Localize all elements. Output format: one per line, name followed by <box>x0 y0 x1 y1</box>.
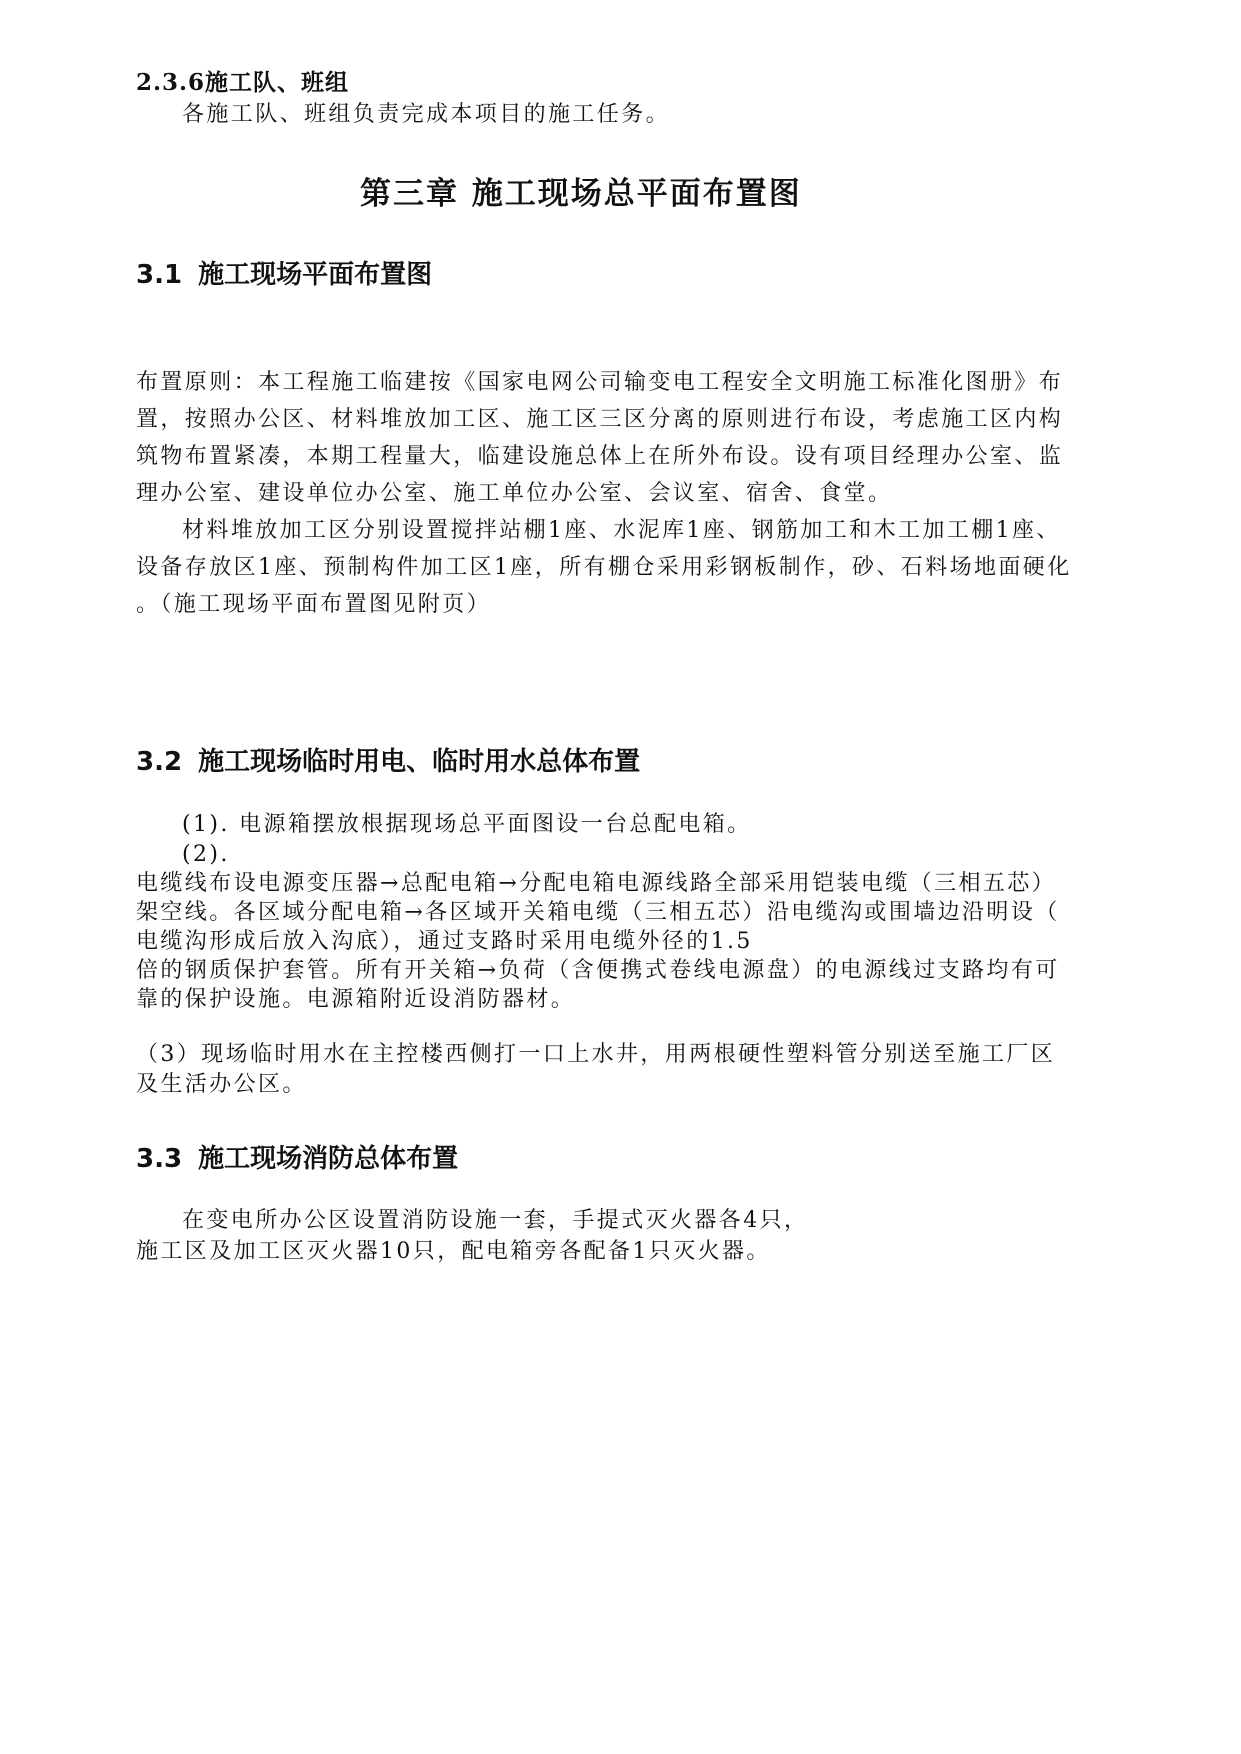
text-line: 置，按照办公区、材料堆放加工区、施工区三区分离的原则进行布设，考虑施工区内构 <box>136 407 1064 432</box>
section-number: 3.3 <box>136 1144 183 1174</box>
text-line: 施工区及加工区灭火器10只，配电箱旁各配备1只灭火器。 <box>136 1239 771 1264</box>
text-line: 在变电所办公区设置消防设施一套，手提式灭火器各4只， <box>182 1208 809 1233</box>
text-line: （3）现场临时用水在主控楼西侧打一口上水井，用两根硬性塑料管分别送至施工厂区 <box>136 1042 1056 1067</box>
text-line: 倍的钢质保护套管。所有开关箱→负荷（含便携式卷线电源盘）的电源线过支路均有可 <box>136 958 1060 983</box>
text-line: 电缆线布设电源变压器→总配电箱→分配电箱电源线路全部采用铠装电缆（三相五芯） <box>136 871 1057 896</box>
text-line: 电缆沟形成后放入沟底），通过支路时采用电缆外径的1.5 <box>136 929 753 954</box>
paragraph-2-3-6: 各施工队、班组负责完成本项目的施工任务。 <box>182 102 671 127</box>
section-title: 施工现场平面布置图 <box>198 260 433 290</box>
text-line: 及生活办公区。 <box>136 1072 307 1097</box>
section-number: 3.1 <box>136 260 183 290</box>
list-item-1: (1). 电源箱摆放根据现场总平面图设一台总配电箱。 <box>182 812 752 837</box>
text-line: 设备存放区1座、预制构件加工区1座，所有棚仓采用彩钢板制作，砂、石料场地面硬化 <box>136 555 1072 580</box>
section-title: 施工现场临时用电、临时用水总体布置 <box>198 747 641 777</box>
text-line: 。（施工现场平面布置图见附页） <box>136 592 492 617</box>
section-title: 施工现场消防总体布置 <box>198 1144 459 1174</box>
text-line: 材料堆放加工区分别设置搅拌站棚1座、水泥库1座、钢筋加工和木工加工棚1座、 <box>182 518 1061 543</box>
section-3-2-heading <box>136 741 640 778</box>
section-3-1-heading <box>136 254 432 291</box>
list-item-2-label: (2). <box>182 842 230 867</box>
text-line: 理办公室、建设单位办公室、施工单位办公室、会议室、宿舍、食堂。 <box>136 481 893 506</box>
section-number: 3.2 <box>136 747 183 777</box>
text-line: 布置原则：本工程施工临建按《国家电网公司输变电工程安全文明施工标准化图册》布 <box>136 370 1064 395</box>
text-line: 架空线。各区域分配电箱→各区域开关箱电缆（三相五芯）沿电缆沟或围墙边沿明设（ <box>136 900 1060 925</box>
heading-2-3-6: 2.3.6施工队、班组 <box>136 69 350 96</box>
text-line: 筑物布置紧凑，本期工程量大，临建设施总体上在所外布设。设有项目经理办公室、监 <box>136 444 1064 469</box>
chapter-title: 第三章 施工现场总平面布置图 <box>360 176 802 212</box>
section-3-3-heading <box>136 1138 458 1175</box>
text-line: 靠的保护设施。电源箱附近设消防器材。 <box>136 987 576 1012</box>
